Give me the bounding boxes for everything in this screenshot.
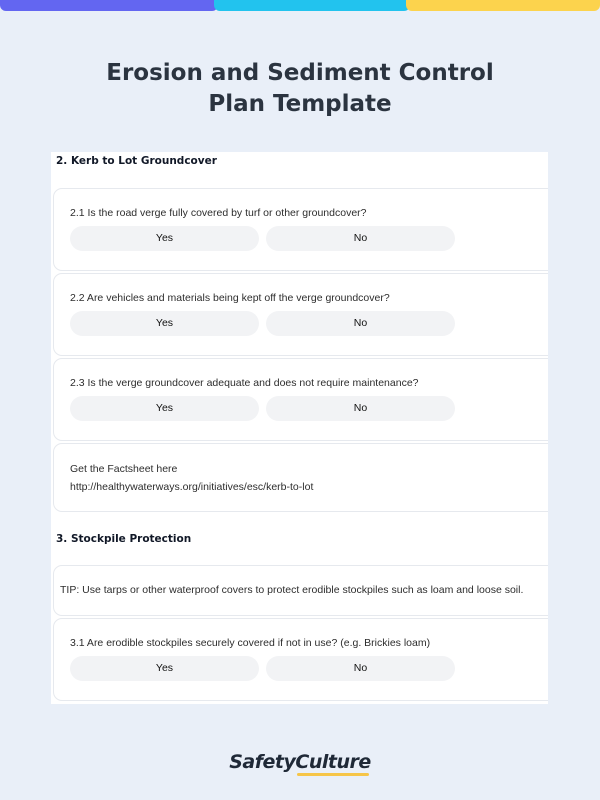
yes-button[interactable]: Yes xyxy=(70,311,259,336)
page-title-line1: Erosion and Sediment Control xyxy=(106,60,494,86)
no-button[interactable]: No xyxy=(266,311,455,336)
question-card-2-2 xyxy=(53,273,548,356)
question-card-3-1 xyxy=(53,618,548,701)
yes-button[interactable]: Yes xyxy=(70,396,259,421)
factsheet-link[interactable]: http://healthywaterways.org/initiatives/esc/kerb-to-lot xyxy=(70,481,314,493)
factsheet-label: Get the Factsheet here xyxy=(70,463,178,475)
top-accent-bar xyxy=(0,0,600,11)
question-text: 2.1 Is the road verge fully covered by turf or other groundcover? xyxy=(70,207,367,219)
question-text: 2.3 Is the verge groundcover adequate and does not require maintenance? xyxy=(70,377,419,389)
page-title xyxy=(0,58,600,120)
yes-button[interactable]: Yes xyxy=(70,656,259,681)
safetyculture-logo xyxy=(0,751,600,773)
accent-segment-yellow xyxy=(406,0,600,11)
no-button[interactable]: No xyxy=(266,656,455,681)
tip-card xyxy=(53,565,548,616)
section-title-kerb-to-lot: 2. Kerb to Lot Groundcover xyxy=(56,155,217,167)
yes-button[interactable]: Yes xyxy=(70,226,259,251)
tip-text: TIP: Use tarps or other waterproof covers to protect erodible stockpiles such as loam and loose soil. xyxy=(60,584,524,596)
question-text: 3.1 Are erodible stockpiles securely covered if not in use? (e.g. Brickies loam) xyxy=(70,637,431,649)
accent-segment-indigo xyxy=(0,0,218,11)
page-title-line2: Plan Template xyxy=(208,91,392,117)
question-card-2-3 xyxy=(53,358,548,441)
accent-segment-cyan xyxy=(214,0,410,11)
no-button[interactable]: No xyxy=(266,396,455,421)
no-button[interactable]: No xyxy=(266,226,455,251)
question-text: 2.2 Are vehicles and materials being kept off the verge groundcover? xyxy=(70,292,390,304)
logo-word-culture: Culture xyxy=(295,751,371,773)
question-card-2-1 xyxy=(53,188,548,271)
factsheet-note-card xyxy=(53,443,548,512)
inspection-form-panel xyxy=(51,152,548,704)
section-title-stockpile: 3. Stockpile Protection xyxy=(56,533,192,545)
logo-word-safety: Safety xyxy=(229,751,296,773)
